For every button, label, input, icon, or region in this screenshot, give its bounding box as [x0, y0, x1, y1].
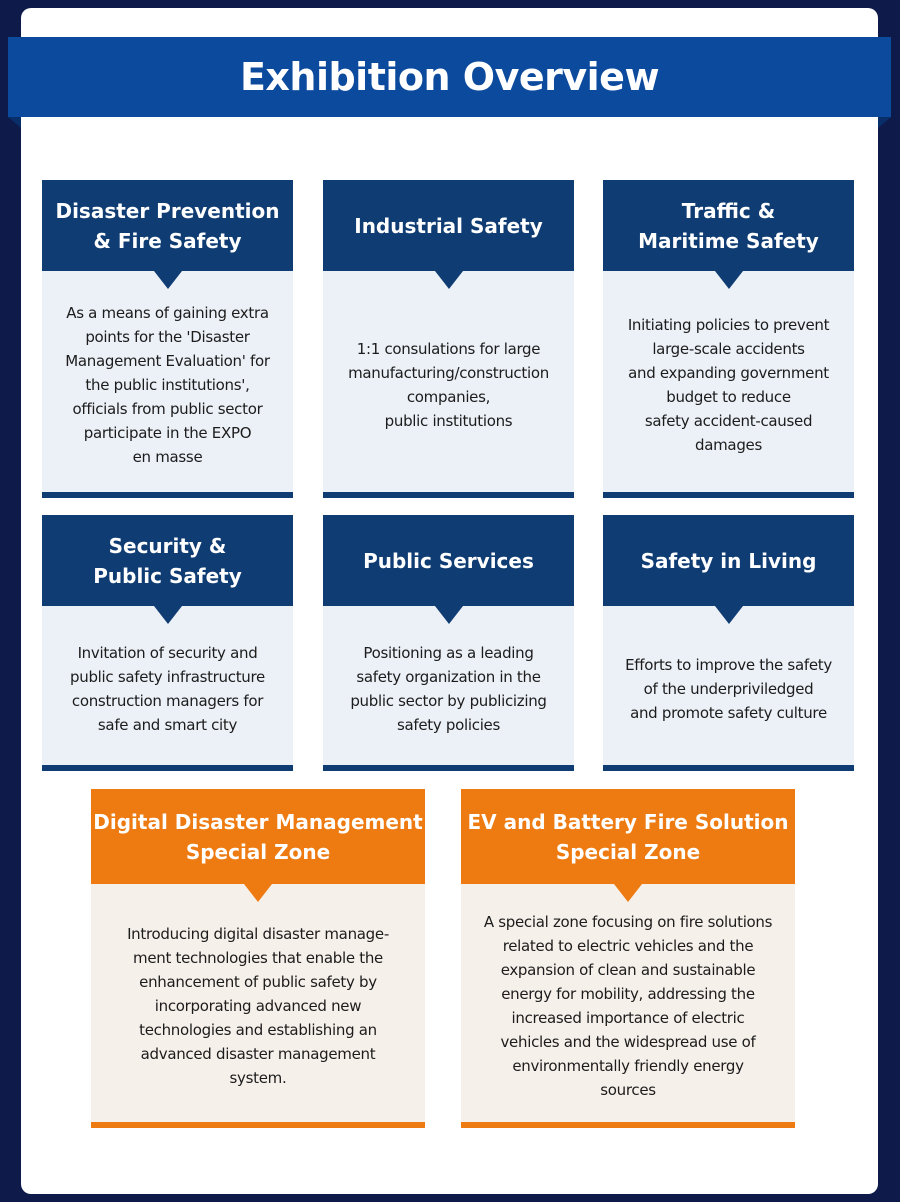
- card-traffic-maritime: [603, 180, 854, 498]
- card-description: Efforts to improve the safety of the underpriviledged and promote safety culture: [603, 606, 854, 765]
- card-description: Invitation of security and public safety infrastructure construction managers for safe and smart city: [42, 606, 293, 765]
- card-title: Digital Disaster Management Special Zone: [91, 789, 425, 884]
- card-ev-battery-zone: [461, 789, 795, 1128]
- card-footer-bar: [323, 492, 574, 498]
- card-footer-bar: [603, 765, 854, 771]
- card-footer-bar: [91, 1122, 425, 1128]
- card-description: Positioning as a leading safety organization in the public sector by publicizing safety policies: [323, 606, 574, 765]
- card-description: 1:1 consulations for large manufacturing/construction companies, public institutions: [323, 271, 574, 492]
- card-description: Initiating policies to prevent large-scale accidents and expanding government budget to reduce safety accident-caused damages: [603, 271, 854, 492]
- card-security-public-safety: [42, 515, 293, 771]
- card-footer-bar: [42, 492, 293, 498]
- banner-fold-right: [878, 117, 891, 128]
- card-title: Traffic & Maritime Safety: [603, 180, 854, 271]
- card-description: A special zone focusing on fire solutions related to electric vehicles and the expansion of clean and sustainable energy for mobility, addressing the increased importance of electric vehicles and the widespread use of environmentally friendly energy sources: [461, 884, 795, 1122]
- banner-fold-left: [8, 117, 21, 128]
- card-footer-bar: [323, 765, 574, 771]
- card-title: Safety in Living: [603, 515, 854, 606]
- card-title: Industrial Safety: [323, 180, 574, 271]
- card-title: EV and Battery Fire Solution Special Zone: [461, 789, 795, 884]
- card-digital-disaster-zone: [91, 789, 425, 1128]
- card-footer-bar: [603, 492, 854, 498]
- card-title: Security & Public Safety: [42, 515, 293, 606]
- card-description: As a means of gaining extra points for the 'Disaster Management Evaluation' for the public institutions', officials from public sector participate in the EXPO en masse: [42, 271, 293, 492]
- card-description: Introducing digital disaster manage- ment technologies that enable the enhancement of public safety by incorporating advanced new technologies and establishing an advanced disaster management system.: [91, 884, 425, 1122]
- card-title: Disaster Prevention & Fire Safety: [42, 180, 293, 271]
- card-industrial-safety: [323, 180, 574, 498]
- card-public-services: [323, 515, 574, 771]
- page-title-banner: [8, 37, 891, 117]
- card-disaster-prevention: [42, 180, 293, 498]
- card-title: Public Services: [323, 515, 574, 606]
- card-footer-bar: [42, 765, 293, 771]
- card-safety-in-living: [603, 515, 854, 771]
- card-footer-bar: [461, 1122, 795, 1128]
- page-title: Exhibition Overview: [239, 55, 660, 99]
